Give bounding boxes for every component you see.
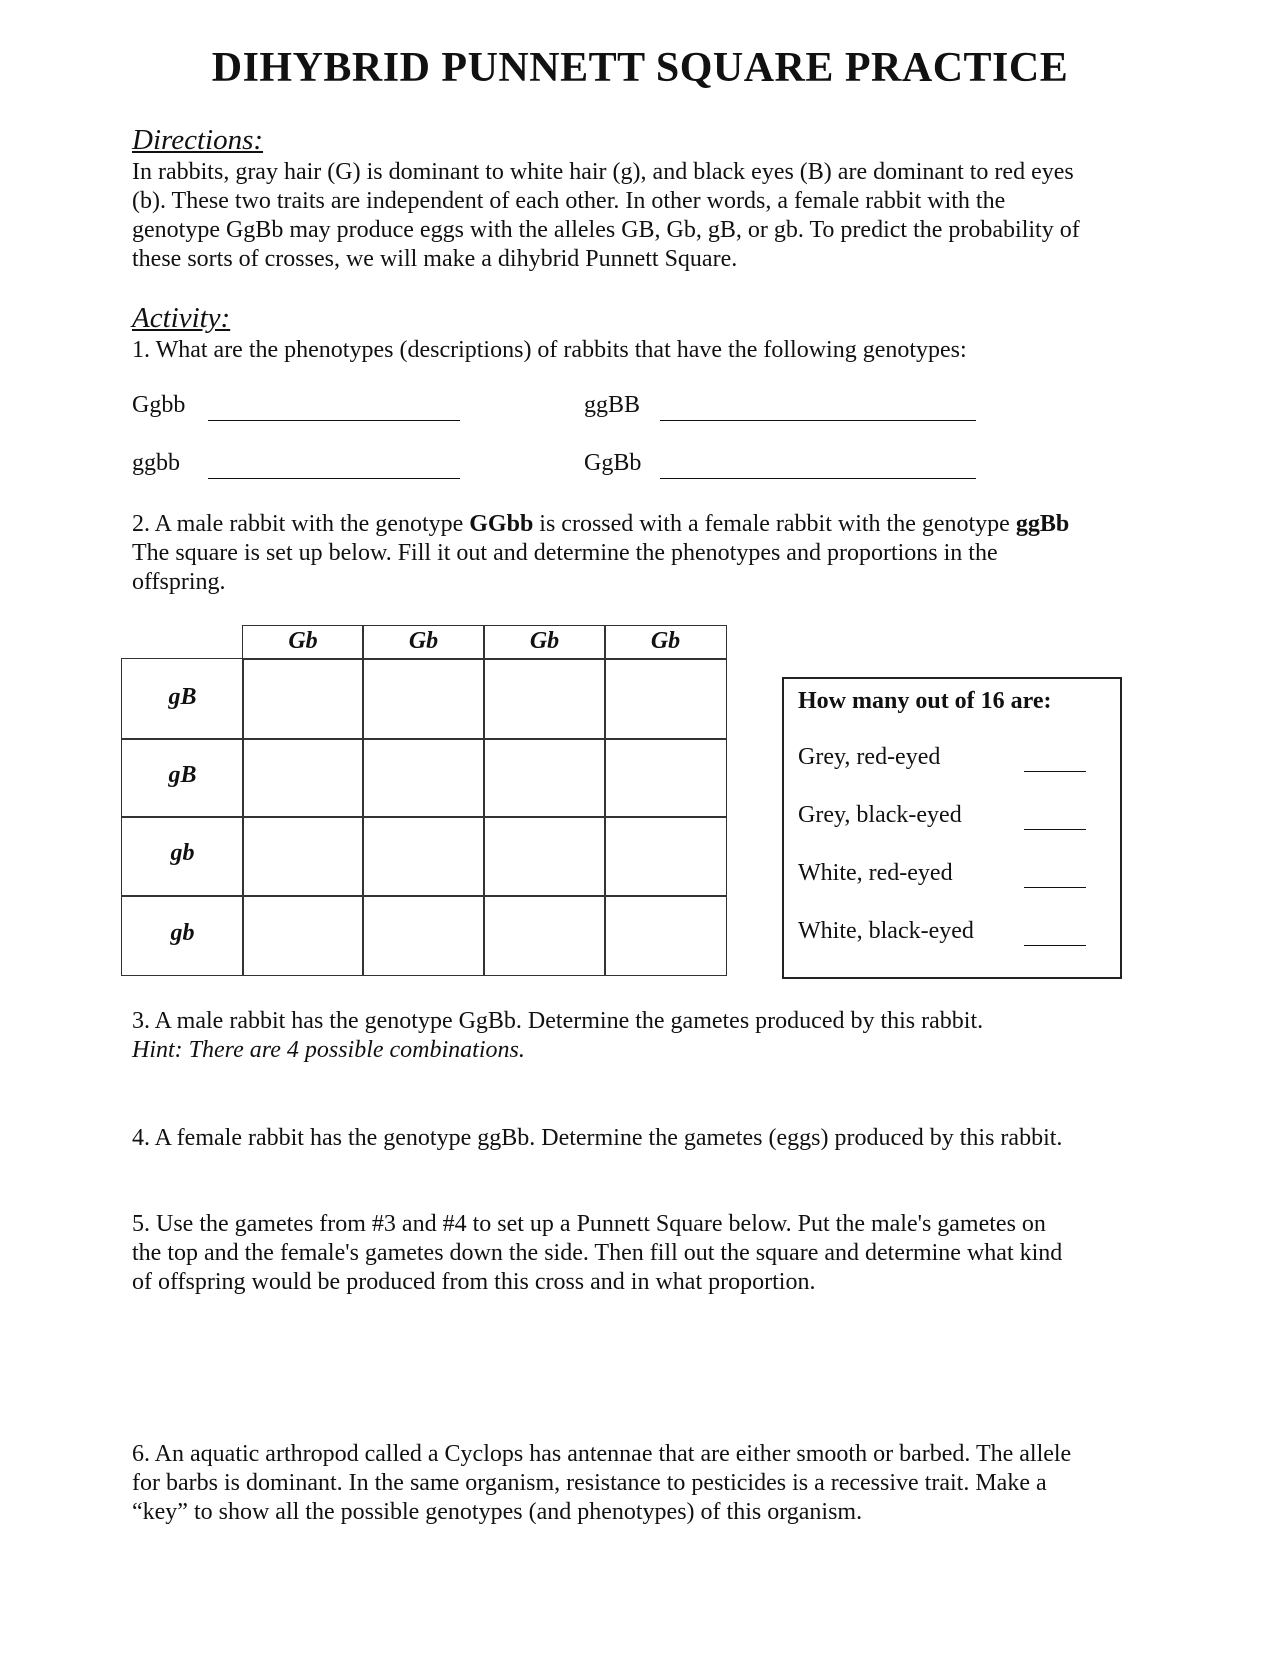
q2-prefix: 2. A male rabbit with the genotype <box>132 511 470 537</box>
punnett-cell[interactable] <box>483 816 606 897</box>
q2-female-genotype: ggBb <box>1015 511 1070 537</box>
punnett-cell[interactable] <box>604 738 727 818</box>
question-5-line: 5. Use the gametes from #3 and #4 to set up a Punnett Square below. Put the male's gametes on <box>132 1211 1046 1237</box>
count-item-label: Grey, black-eyed <box>798 802 962 828</box>
question-3-hint: Hint: There are 4 possible combinations. <box>132 1037 525 1063</box>
activity-heading: Activity: <box>132 302 231 334</box>
punnett-top-allele: Gb <box>408 628 439 654</box>
question-3 <box>132 1007 1152 1065</box>
punnett-cell[interactable] <box>242 816 364 897</box>
punnett-cell[interactable] <box>362 738 485 818</box>
count-item-label: White, black-eyed <box>798 918 974 944</box>
punnett-cell[interactable] <box>483 895 606 976</box>
question-5-line: of offspring would be produced from this cross and in what proportion. <box>132 1269 816 1295</box>
question-2 <box>132 510 1152 597</box>
question-6-line: 6. An aquatic arthropod called a Cyclops has antennae that are either smooth or barbed. The allele <box>132 1441 1072 1467</box>
punnett-cell[interactable] <box>362 816 485 897</box>
question-4: 4. A female rabbit has the genotype ggBb. Determine the gametes (eggs) produced by this rabbit. <box>132 1125 1063 1151</box>
count-item-label: Grey, red-eyed <box>798 744 941 770</box>
directions-line: In rabbits, gray hair (G) is dominant to white hair (g), and black eyes (B) are dominant to red eyes <box>132 159 1074 185</box>
count-blank[interactable] <box>1024 945 1086 946</box>
count-blank[interactable] <box>1024 771 1086 772</box>
punnett-cell[interactable] <box>242 895 364 976</box>
punnett-side-allele: gB <box>168 684 197 710</box>
punnett-side-allele: gB <box>168 762 197 788</box>
question-6-line: for barbs is dominant. In the same organism, resistance to pesticides is a recessive trait. Make a <box>132 1470 1047 1496</box>
question-3-text: 3. A male rabbit has the genotype GgBb. Determine the gametes produced by this rabbit. <box>132 1008 984 1034</box>
punnett-side-allele: gb <box>170 840 195 866</box>
punnett-top-allele: Gb <box>529 628 560 654</box>
question-6 <box>132 1440 1152 1527</box>
question-1: 1. What are the phenotypes (descriptions) of rabbits that have the following genotypes: <box>132 337 967 363</box>
count-blank[interactable] <box>1024 887 1086 888</box>
punnett-cell[interactable] <box>362 895 485 976</box>
question-6-line: “key” to show all the possible genotypes (and phenotypes) of this organism. <box>132 1499 863 1525</box>
punnett-top-allele: Gb <box>650 628 681 654</box>
question-5 <box>132 1210 1152 1297</box>
punnett-cell[interactable] <box>242 738 364 818</box>
count-item-label: White, red-eyed <box>798 860 953 886</box>
directions-text <box>132 158 1152 274</box>
question-2-line-3: offspring. <box>132 569 226 595</box>
punnett-top-allele: Gb <box>288 628 318 654</box>
count-box-title: How many out of 16 are: <box>798 688 1052 714</box>
genotype-label: GgBb <box>584 450 642 476</box>
directions-line: these sorts of crosses, we will make a dihybrid Punnett Square. <box>132 246 738 272</box>
answer-blank[interactable] <box>208 478 460 479</box>
directions-line: genotype GgBb may produce eggs with the alleles GB, Gb, gB, or gb. To predict the probability of <box>132 217 1080 243</box>
genotype-label: ggBB <box>584 392 641 418</box>
punnett-cell[interactable] <box>604 895 727 976</box>
q2-middle: is crossed with a female rabbit with the genotype <box>533 511 1016 537</box>
punnett-cell[interactable] <box>604 658 727 740</box>
punnett-cell[interactable] <box>483 738 606 818</box>
directions-heading: Directions: <box>132 124 264 156</box>
punnett-cell[interactable] <box>242 658 364 740</box>
q2-male-genotype: GGbb <box>469 511 534 537</box>
punnett-cell[interactable] <box>604 816 727 897</box>
count-blank[interactable] <box>1024 829 1086 830</box>
answer-blank[interactable] <box>208 420 460 421</box>
question-5-line: the top and the female's gametes down the side. Then fill out the square and determine what kind <box>132 1240 1063 1266</box>
page-title: DIHYBRID PUNNETT SQUARE PRACTICE <box>211 45 1069 91</box>
question-2-line-2: The square is set up below. Fill it out and determine the phenotypes and proportions in the <box>132 540 998 566</box>
answer-blank[interactable] <box>660 420 976 421</box>
punnett-cell[interactable] <box>483 658 606 740</box>
genotype-label: ggbb <box>132 450 180 476</box>
genotype-label: Ggbb <box>132 392 186 418</box>
directions-line: (b). These two traits are independent of each other. In other words, a female rabbit with the <box>132 188 1006 214</box>
punnett-cell[interactable] <box>362 658 485 740</box>
punnett-side-allele: gb <box>170 920 195 946</box>
question-2-line-1 <box>132 510 1152 539</box>
answer-blank[interactable] <box>660 478 976 479</box>
